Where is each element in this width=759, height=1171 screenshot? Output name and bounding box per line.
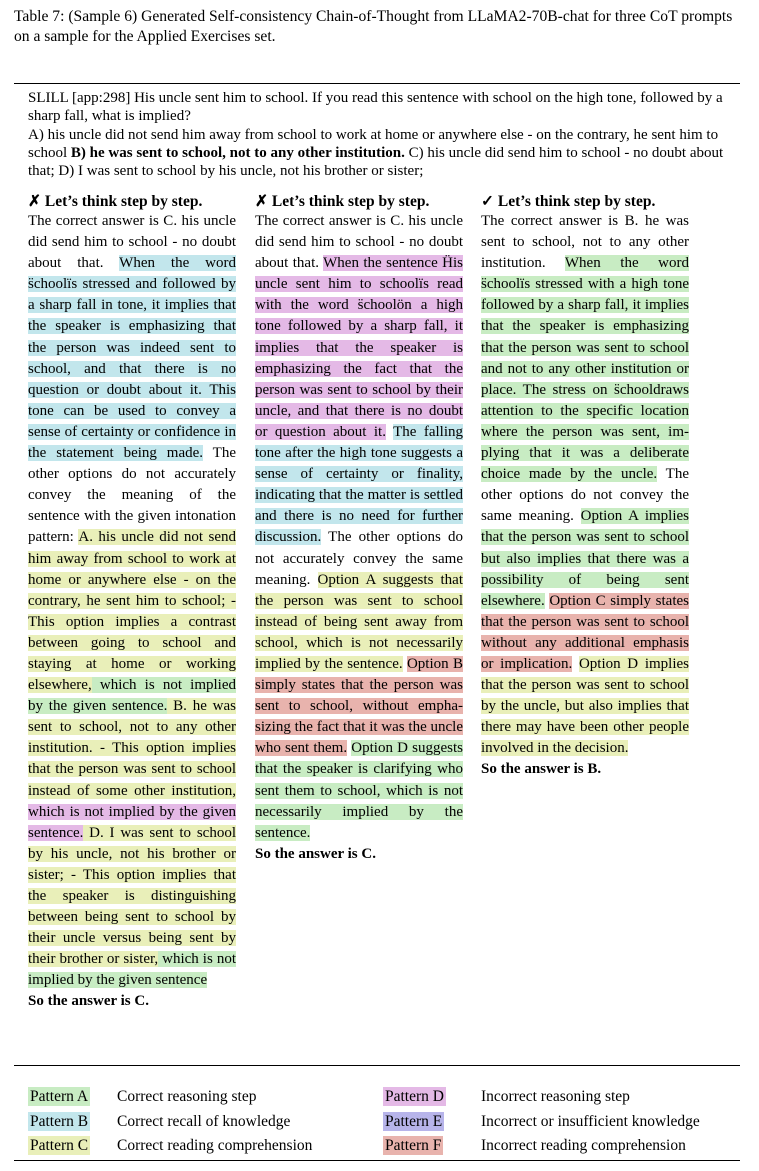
top-rule: [14, 83, 740, 84]
column-2-final-answer: So the answer is C.: [255, 845, 376, 862]
plain-segment: The other options do not accurately convey the meaning of the sentence with the given intonation pattern:: [28, 445, 236, 546]
option-c-text: C) his uncle did send him to school - no doubt about that;: [28, 144, 724, 180]
legend-top-rule: [14, 1065, 740, 1066]
option-b-text: B) he was sent to school, not to any other institution.: [70, 144, 405, 161]
plain-segment: The other options do not convey the same meaning.: [481, 466, 689, 525]
legend-desc-a: Correct reasoning step: [117, 1088, 257, 1105]
pattern-c-segment: B. he was sent to school, not to any other institution. - This option implies that the person was sent to school instead of some other institution,: [28, 698, 236, 799]
pattern-c-segment: D. I was sent to school by his uncle, not his brother or sister; - This option implies that the speaker is distinguishing between being sent to school by their uncle versus being sent by their brother or sister,: [28, 824, 236, 968]
legend-tag-d: Pattern D: [385, 1088, 444, 1105]
column-3-body: [481, 213, 689, 756]
table-caption: Table 7: (Sample 6) Generated Self-consistency Chain-of-Thought from LLaMA2-70B-chat for three CoT prompts on a sample for the Applied Exercises set.: [14, 8, 733, 45]
pattern-a-segment: which is not implied by the given sentence.: [28, 677, 236, 715]
column-2-header: ✗ Let’s think step by step.: [255, 193, 430, 210]
plain-segment: The correct answer is C. his uncle did send him to school - no doubt about that.: [28, 213, 236, 272]
legend-desc-e: Incorrect or insufficient knowledge: [481, 1112, 700, 1130]
legend-desc-f: Incorrect reading comprehension: [481, 1137, 686, 1154]
pattern-c-segment: Option A suggests that the person was sent to school instead of being sent away from school, which is not necessarily implied by the sentence.: [255, 571, 463, 672]
plain-segment: The other options do not accurately convey the same meaning.: [255, 529, 463, 588]
pattern-d-segment: which is not implied by the given sentence.: [28, 803, 236, 841]
column-3-final-answer: So the answer is B.: [481, 761, 602, 778]
pattern-a-segment: Option A implies that the person was sent to school but also implies that there was a possibility of being sent elsewhere.: [481, 508, 689, 609]
column-1-final-answer: So the answer is C.: [28, 993, 149, 1010]
option-d-text: D) I was sent to school by his uncle, not his brother or sister;: [58, 163, 424, 180]
legend-desc-c: Correct reading comprehension: [117, 1137, 313, 1154]
pattern-f-segment: Option B simply states that the person was sent to school, without emphasizing the fact that it was the uncle who sent them.: [255, 655, 463, 757]
cot-column-1: [28, 192, 236, 1013]
question-text: SLILL [app:298] His uncle sent him to school. If you read this sentence with school on the high tone, followed by a sharp fall, what is implied?: [28, 90, 723, 125]
legend-tag-b: Pattern B: [30, 1112, 89, 1130]
legend-tag-a: Pattern A: [30, 1088, 89, 1105]
legend-tag-e: Pattern E: [385, 1112, 443, 1130]
question-block: [28, 89, 728, 180]
column-3-header: ✓ Let’s think step by step.: [481, 193, 656, 210]
pattern-c-segment: A. his uncle did not send him away from school to work at home or anywhere else - on the contrary, he sent him to school; - This option implies a contrast between going to school and staying at home or working elsewhere,: [28, 529, 236, 694]
pattern-b-segment: When the word s̈choolïs stressed and followed by a sharp fall in tone, it implies that the speaker is emphasizing that the person was indeed sent to school, and that there is no question or doubt about it. This tone can be used to convey a sense of certainty or confidence in the statement being made.: [28, 255, 237, 462]
legend: [28, 1087, 740, 1161]
plain-segment: The correct answer is C. his uncle did send him to school - no doubt about that.: [255, 213, 463, 272]
cot-column-2: [255, 192, 463, 865]
column-1-header: ✗ Let’s think step by step.: [28, 193, 203, 210]
pattern-b-segment: The falling tone after the high tone suggests a sense of certainty or finality, indicating that the matter is settled and there is no need for further discussion.: [255, 423, 463, 546]
pattern-a-segment: Option D suggests that the speaker is clarifying who sent them to school, which is not necessarily implied by the sentence.: [255, 740, 463, 841]
pattern-f-segment: Option C simply states that the person was sent to school without any additional emphasis or implication.: [481, 592, 689, 672]
pattern-a-segment: When the word s̈choolïs stressed with a high tone followed by a sharp fall, it implies that the speaker is emphasizing that the person was sent to school and not to any other institution or place. The stress on s̈chooldraws attention to the specific location where the person was sent, implying that it was a deliberate choice made by the uncle.: [481, 255, 689, 483]
column-1-body: [28, 213, 236, 988]
plain-segment: [572, 656, 579, 672]
pattern-a-segment: which is not implied by the given sentence: [28, 951, 236, 989]
cot-column-3: [481, 192, 689, 781]
legend-tag-f: Pattern F: [385, 1137, 442, 1154]
plain-segment: The correct answer is B. he was sent to school, not to any other institution.: [481, 213, 689, 272]
bottom-rule: [14, 1160, 740, 1161]
option-a-text: A) his uncle did not send him away from school to work at home or anywhere else - on the contrary, he sent him to school: [28, 126, 719, 161]
pattern-d-segment: When the sentence Ḧis uncle sent him to schoolïs read with the word s̈choolön a high tone followed by a sharp fall, it implies that the speaker is emphasizing the fact that the person was sent to school by their uncle, and that there is no doubt or question about it.: [255, 255, 464, 440]
legend-desc-b: Correct recall of knowledge: [117, 1112, 291, 1130]
pattern-c-segment: Option D implies that the person was sent to school by the uncle, but also implies that there may have been other people involved in the decision.: [481, 655, 689, 757]
legend-desc-d: Incorrect reasoning step: [481, 1088, 630, 1105]
legend-tag-c: Pattern C: [30, 1137, 89, 1154]
column-2-body: [255, 213, 463, 841]
